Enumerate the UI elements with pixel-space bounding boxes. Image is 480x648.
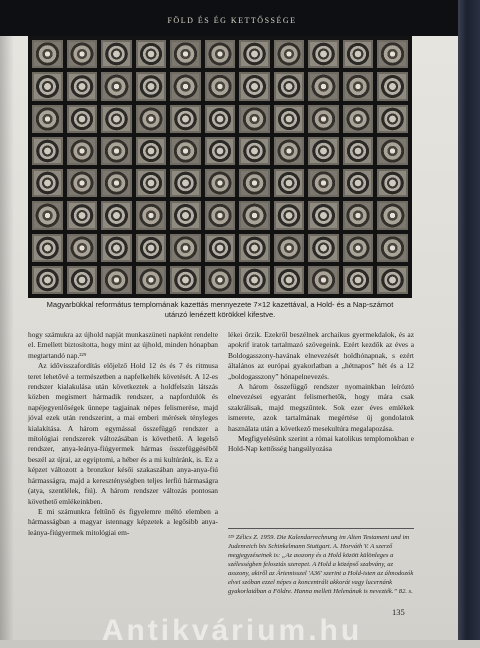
ceiling-coffer-tile (32, 40, 63, 68)
ceiling-coffer-tile (239, 234, 270, 262)
ceiling-coffer-tile (101, 266, 132, 294)
ceiling-coffer-tile (32, 234, 63, 262)
ceiling-coffer-tile (274, 234, 305, 262)
ceiling-coffer-tile (308, 234, 339, 262)
ceiling-coffer-tile (308, 169, 339, 197)
ceiling-coffer-tile (170, 105, 201, 133)
ceiling-coffer-tile (205, 105, 236, 133)
ceiling-coffer-tile (32, 105, 63, 133)
paragraph: E mi számunkra feltűnő és figyelemre méltó elemben a hármasságban a magyar istennagy képzetek a legősibb anya-leánya-fiúgyermek mitológiai em- (28, 506, 218, 537)
ceiling-coffer-tile (343, 201, 374, 229)
ceiling-coffer-tile (308, 266, 339, 294)
ceiling-coffer-tile (101, 234, 132, 262)
ceiling-coffer-tile (170, 169, 201, 197)
ceiling-coffer-tile (239, 169, 270, 197)
ceiling-photograph (28, 36, 412, 298)
spine-shadow (0, 0, 14, 640)
ceiling-coffer-tile (136, 72, 167, 100)
ceiling-coffer-tile (32, 137, 63, 165)
page-number: 135 (392, 607, 405, 617)
ceiling-coffer-tile (274, 169, 305, 197)
footnote: ²²⁹ Zélics Z. 1959. Die Kalendarrechnung im Alten Testament und im Judenreich bis Schinkelmann Stuttgart. A. Horváth V. A szerző megjegyzéseinek is: „Az asszony és a Hold között különleges a szélességben felosztás szerepet. A Hold a középső szabvány, az asszony, akiről az Ártemisszel 'A36' szerint a Hold-isten az álmodozók elvei szóban ezzel népes a koncentrált akkorát vagy lucernánk gyakorlatában a Földre. Hanna mellett Helenának is nevezték.” 82. s. (228, 528, 414, 596)
ceiling-coffer-tile (170, 137, 201, 165)
ceiling-coffer-tile (136, 201, 167, 229)
paragraph: lékei őrzik. Ezekről beszélnek archaikus gyermekdalok, és az apokrif iratok tartalmazó szövegeink. Ezért kezdők az éves a Boldogasszony-havának elnevezését holdhónapnak, s ezért általános az európai gyakorlatban a „hétnapos” hét és a 12 „boldogasszony” hónapelnevezés. (228, 330, 414, 381)
ceiling-coffer-tile (377, 234, 408, 262)
ceiling-coffer-tile (274, 201, 305, 229)
watermark-logo: Antikvárium.hu (101, 614, 363, 647)
ceiling-coffer-tile (377, 169, 408, 197)
ceiling-coffer-tile (274, 266, 305, 294)
ceiling-coffer-tile (136, 169, 167, 197)
ceiling-coffer-tile (170, 266, 201, 294)
ceiling-coffer-tile (101, 40, 132, 68)
ceiling-coffer-tile (67, 72, 98, 100)
ceiling-coffer-tile (32, 201, 63, 229)
ceiling-coffer-tile (308, 137, 339, 165)
book-cover-edge (458, 0, 480, 640)
ceiling-coffer-tile (205, 234, 236, 262)
ceiling-coffer-tile (343, 266, 374, 294)
ceiling-coffer-tile (67, 40, 98, 68)
text-column-right (228, 330, 414, 455)
ceiling-coffer-tile (274, 105, 305, 133)
ceiling-coffer-tile (377, 137, 408, 165)
ceiling-coffer-tile (343, 169, 374, 197)
ceiling-coffer-tile (377, 72, 408, 100)
paragraph: Az idővisszafordítás előjelző Hold 12 és és 7 és ritmusa teret lehetővé a természetben a napfelkelték követését. A 12-es rendszer kialakulása után következtek a holdfelszín látszás közben megismert hármadik rendszer, a napfordulók és napéjegyenlőségek ünnepe tagjainak népes felismerése, majd jóval ezek után rendszerint, a mai emberi mérések tényleges kialakítása. A három egymással összefüggő rendszer a mítológiai rendszerek változásában is követhető. A legelső rendszer, anya-leánya-fiúgyermek hármas összefüggéséből beszél az újrai, az egyiptomi, a héber és a mi kultúránk, is. Ez a képzet változott a bronzkor késői szakaszában anya-anya-fiú hármasságra, majd a kereszténységben teljes lerfiú hármaságra (atya, szentlélek, fiú). A három rendszer változás pontosan követhető emlékeinkben. (28, 361, 218, 506)
ceiling-coffer-tile (136, 137, 167, 165)
ceiling-coffer-tile (274, 137, 305, 165)
ceiling-coffer-tile (205, 40, 236, 68)
ceiling-coffer-tile (170, 72, 201, 100)
ceiling-coffer-tile (67, 105, 98, 133)
ceiling-coffer-tile (343, 105, 374, 133)
ceiling-coffer-tile (343, 137, 374, 165)
ceiling-coffer-tile (170, 40, 201, 68)
ceiling-coffer-tile (32, 72, 63, 100)
ceiling-coffer-tile (205, 201, 236, 229)
ceiling-coffer-tile (343, 40, 374, 68)
ceiling-coffer-tile (67, 234, 98, 262)
paragraph: A három összefüggő rendszer nyomainkban leíróztó elnevezései egyaránt felismerhetők, hogy mára csak szakrálisak, majd megszűntek. Sok ezer éves emlékek ismerete, azok tartalmának megértése új gondolatok használata után a következő mesekultúra megalapozása. (228, 382, 414, 433)
ceiling-coffer-tile (377, 201, 408, 229)
ceiling-coffer-tile (274, 72, 305, 100)
ceiling-coffer-tile (239, 266, 270, 294)
ceiling-coffer-tile (101, 169, 132, 197)
running-head: FÖLD ÉS ÉG KETTŐSSÉGE (0, 0, 464, 36)
ceiling-coffer-tile (136, 105, 167, 133)
ceiling-coffer-tile (101, 105, 132, 133)
ceiling-coffer-tile (239, 72, 270, 100)
ceiling-coffer-tile (205, 137, 236, 165)
ceiling-coffer-tile (308, 105, 339, 133)
ceiling-coffer-tile (377, 105, 408, 133)
ceiling-coffer-tile (32, 266, 63, 294)
ceiling-coffer-tile (67, 266, 98, 294)
ceiling-coffer-tile (239, 105, 270, 133)
ceiling-coffer-tile (308, 40, 339, 68)
ceiling-coffer-tile (308, 201, 339, 229)
ceiling-coffer-tile (136, 234, 167, 262)
ceiling-coffer-tile (67, 201, 98, 229)
ceiling-coffer-tile (239, 201, 270, 229)
ceiling-coffer-tile (32, 169, 63, 197)
ceiling-coffer-tile (170, 201, 201, 229)
text-column-left (28, 330, 218, 538)
ceiling-coffer-tile (377, 266, 408, 294)
coffered-ceiling-grid (32, 40, 408, 294)
ceiling-coffer-tile (308, 72, 339, 100)
paragraph: hogy számukra az újhold napját munkaszüneti napként rendelte el. Emellett biztosította, hogy mint az újhold, minden hónapban megtartandó nap.²²⁹ (28, 330, 218, 360)
ceiling-coffer-tile (343, 234, 374, 262)
paragraph: Megfigyelésünk szerint a római katolikus templomokban e Hold-Nap kettősség hangsúlyozása (228, 434, 414, 454)
ceiling-coffer-tile (170, 234, 201, 262)
ceiling-coffer-tile (239, 40, 270, 68)
ceiling-coffer-tile (239, 137, 270, 165)
ceiling-coffer-tile (67, 169, 98, 197)
ceiling-coffer-tile (205, 266, 236, 294)
figure-caption: Magyarbükkal református templomának kazettás mennyezete 7×12 kazettával, a Hold- és a Nap-számot utánzó lenézett körökkel kifestve. (46, 300, 394, 319)
ceiling-coffer-tile (205, 169, 236, 197)
ceiling-coffer-tile (205, 72, 236, 100)
ceiling-coffer-tile (67, 137, 98, 165)
ceiling-coffer-tile (274, 40, 305, 68)
ceiling-coffer-tile (101, 72, 132, 100)
ceiling-coffer-tile (136, 40, 167, 68)
ceiling-coffer-tile (343, 72, 374, 100)
ceiling-coffer-tile (377, 40, 408, 68)
ceiling-coffer-tile (101, 201, 132, 229)
ceiling-coffer-tile (101, 137, 132, 165)
ceiling-coffer-tile (136, 266, 167, 294)
